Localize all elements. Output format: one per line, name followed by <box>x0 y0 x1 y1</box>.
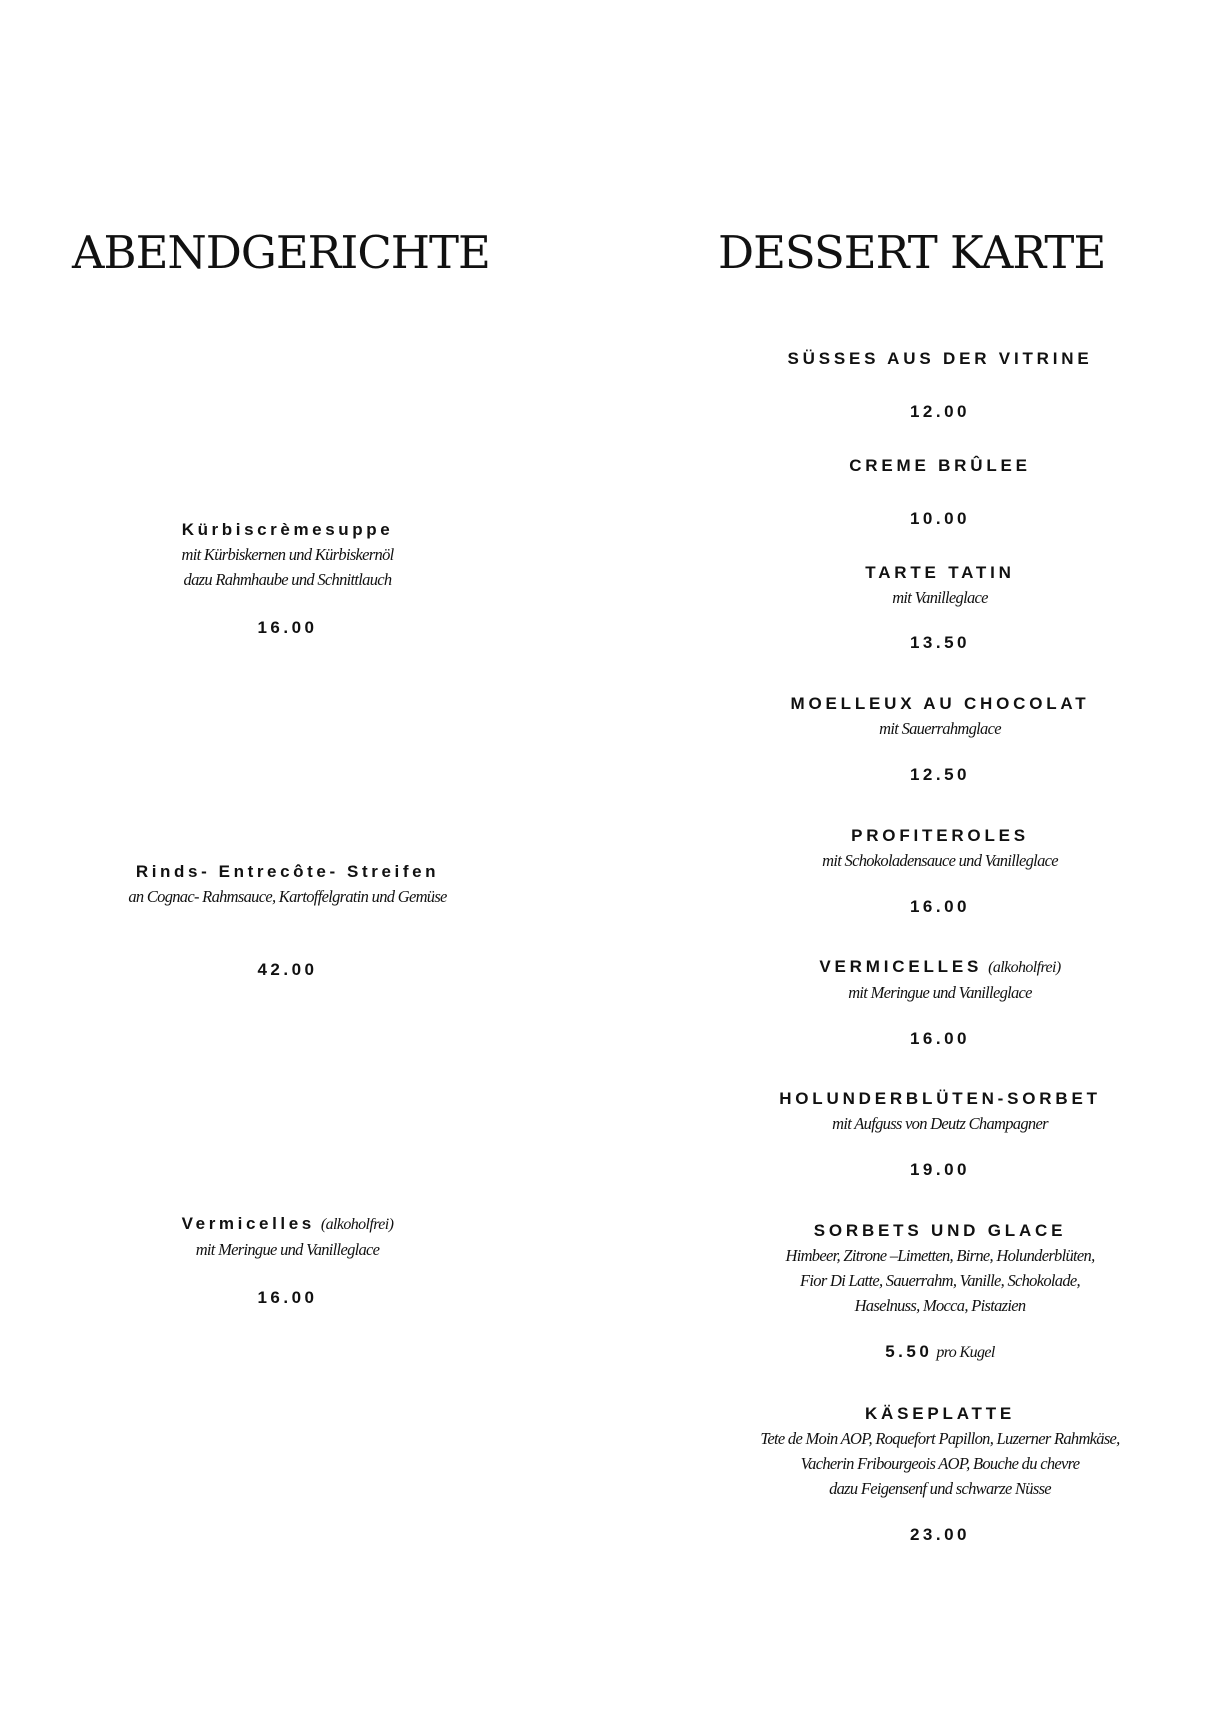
dessert-item-moelleux <box>690 692 1190 787</box>
menu-item-kuerbiscremesuppe <box>0 518 575 640</box>
item-name: VERMICELLES <box>819 957 983 976</box>
item-price: 10.00 <box>909 509 971 528</box>
item-note: (alkoholfrei) <box>320 1216 394 1233</box>
item-name: KÄSEPLATTE <box>864 1404 1016 1423</box>
item-name: Kürbiscrèmesuppe <box>181 520 394 539</box>
item-name: TARTE TATIN <box>865 563 1015 582</box>
item-description-line: mit Meringue und Vanilleglace <box>195 1240 380 1259</box>
item-description-line: mit Schokoladensauce und Vanilleglace <box>822 851 1058 870</box>
item-price: 12.00 <box>909 402 971 421</box>
item-description-line: mit Vanilleglace <box>892 588 988 607</box>
abendgerichte-column <box>0 0 575 1728</box>
item-price-unit: pro Kugel <box>936 1344 995 1361</box>
item-price: 16.00 <box>909 897 971 916</box>
title-dessert-karte: DESSERT KARTE <box>718 226 1106 279</box>
item-price: 16.00 <box>257 618 318 637</box>
item-description-line: Tete de Moin AOP, Roquefort Papillon, Luzerner Rahmkäse, <box>760 1429 1120 1448</box>
dessert-item-vermicelles <box>690 955 1190 1051</box>
item-name: Rinds- Entrecôte- Streifen <box>135 862 440 881</box>
item-description-line: dazu Rahmhaube und Schnittlauch <box>183 570 392 589</box>
item-description-line: dazu Feigensenf und schwarze Nüsse <box>829 1479 1051 1498</box>
item-price: 42.00 <box>257 960 318 979</box>
item-name-row <box>690 955 1190 980</box>
dessert-item-suesses <box>690 347 1190 424</box>
item-description-line: mit Kürbiskernen und Kürbiskernöl <box>181 545 394 564</box>
item-price: 5.50 <box>885 1342 933 1361</box>
item-name-row <box>0 1212 575 1237</box>
item-name: PROFITEROLES <box>851 826 1029 845</box>
dessert-item-creme-brulee <box>690 454 1190 531</box>
item-description-line: mit Sauerrahmglace <box>879 719 1001 738</box>
item-price: 12.50 <box>909 765 971 784</box>
item-price: 13.50 <box>909 633 971 652</box>
item-description-line: Himbeer, Zitrone –Limetten, Birne, Holunderblüten, <box>785 1246 1095 1265</box>
dessert-column <box>690 0 1190 1728</box>
item-note: (alkoholfrei) <box>988 959 1061 976</box>
dessert-item-tarte-tatin <box>690 561 1190 655</box>
item-name: Vermicelles <box>181 1214 315 1233</box>
item-description-line: mit Aufguss von Deutz Champagner <box>832 1114 1048 1133</box>
item-description-line: Haselnuss, Mocca, Pistazien <box>854 1296 1026 1315</box>
menu-item-rinds-entrecote <box>0 860 575 982</box>
dessert-item-sorbets <box>690 1219 1190 1365</box>
item-price: 16.00 <box>909 1029 971 1048</box>
item-price-row <box>690 1340 1190 1365</box>
item-name: SORBETS UND GLACE <box>813 1221 1067 1240</box>
item-price: 16.00 <box>257 1288 318 1307</box>
menu-item-vermicelles <box>0 1212 575 1310</box>
item-name: HOLUNDERBLÜTEN-SORBET <box>779 1089 1101 1108</box>
dessert-item-profiteroles <box>690 824 1190 919</box>
item-name: SÜSSES AUS DER VITRINE <box>787 349 1093 368</box>
title-abendgerichte: ABENDGERICHTE <box>72 226 490 279</box>
item-name: MOELLEUX AU CHOCOLAT <box>790 694 1090 713</box>
item-price: 23.00 <box>909 1525 971 1544</box>
dessert-item-kaeseplatte <box>690 1402 1190 1547</box>
item-price: 19.00 <box>909 1160 971 1179</box>
dessert-item-holunderblueten <box>690 1087 1190 1182</box>
item-description-line: Vacherin Fribourgeois AOP, Bouche du chevre <box>800 1454 1080 1473</box>
item-name: CREME BRÛLEE <box>849 456 1031 475</box>
item-description-line: an Cognac- Rahmsauce, Kartoffelgratin und Gemüse <box>128 887 447 906</box>
item-description-line: Fior Di Latte, Sauerrahm, Vanille, Schokolade, <box>800 1271 1080 1290</box>
item-description-line: mit Meringue und Vanilleglace <box>848 983 1032 1002</box>
